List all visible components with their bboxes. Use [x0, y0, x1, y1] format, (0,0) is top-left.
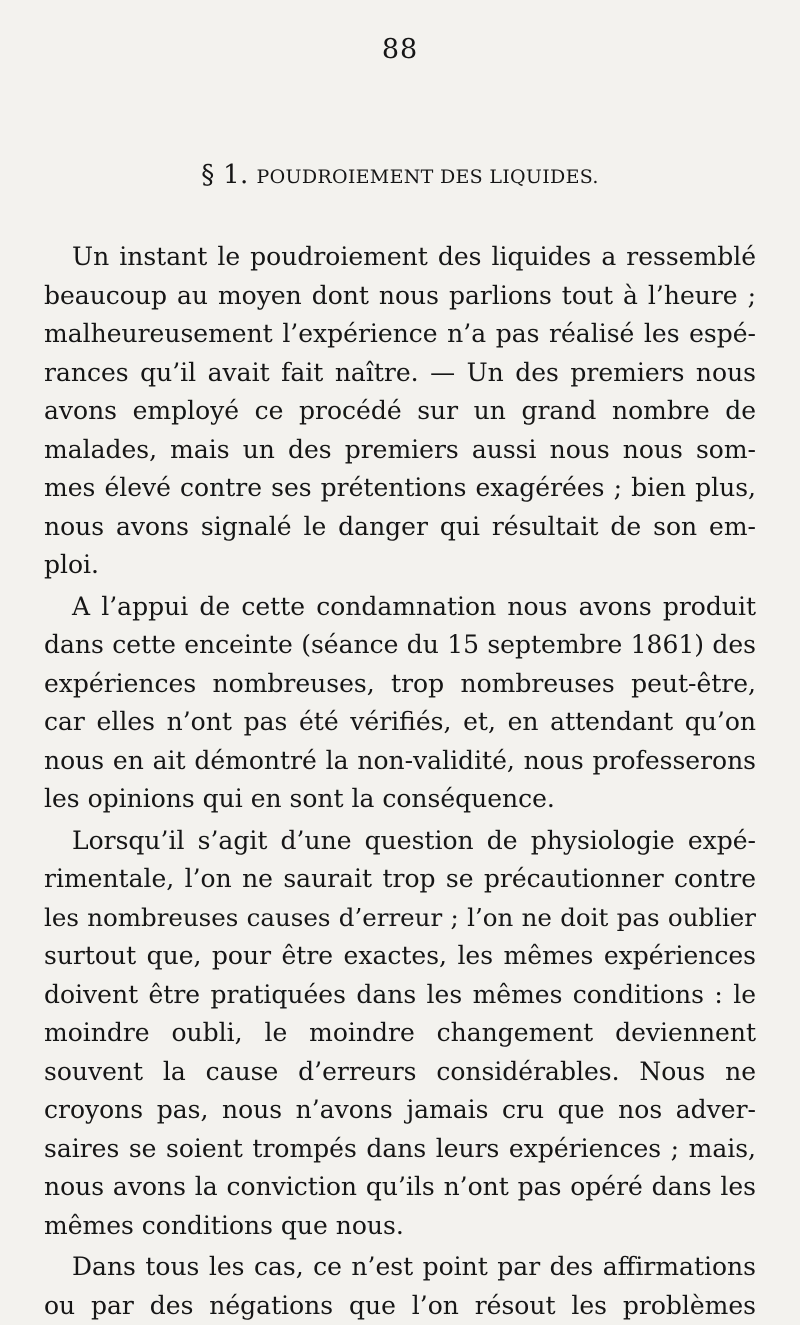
- text-line: mes élevé contre ses prétentions exagérées ; bien plus,: [44, 469, 756, 508]
- text-line: rimentale, l’on ne saurait trop se précautionner contre: [44, 860, 756, 899]
- paragraph: [44, 238, 756, 585]
- text-line: saires se soient trompés dans leurs expériences ; mais,: [44, 1130, 756, 1169]
- text-line: doivent être pratiquées dans les mêmes conditions : le: [44, 976, 756, 1015]
- text-line: nous avons signalé le danger qui résultait de son em-: [44, 508, 756, 547]
- text-line: expériences nombreuses, trop nombreuses peut-être,: [44, 665, 756, 704]
- text-line: malades, mais un des premiers aussi nous nous som-: [44, 431, 756, 470]
- text-line: les opinions qui en sont la conséquence.: [44, 780, 756, 819]
- text-line: beaucoup au moyen dont nous parlions tout à l’heure ;: [44, 277, 756, 316]
- text-line: ploi.: [44, 546, 756, 585]
- paragraph: [44, 1248, 756, 1325]
- text-line: malheureusement l’expérience n’a pas réalisé les espé-: [44, 315, 756, 354]
- text-line: avons employé ce procédé sur un grand nombre de: [44, 392, 756, 431]
- text-line: nous en ait démontré la non-validité, nous professerons: [44, 742, 756, 781]
- text-line: ou par des négations que l’on résout les problèmes: [44, 1287, 756, 1325]
- text-line: souvent la cause d’erreurs considérables. Nous ne: [44, 1053, 756, 1092]
- text-line: mêmes conditions que nous.: [44, 1207, 756, 1246]
- text-line: nous avons la conviction qu’ils n’ont pas opéré dans les: [44, 1168, 756, 1207]
- section-title: POUDROIEMENT DES LIQUIDES.: [257, 166, 599, 188]
- body-text: [44, 238, 756, 1325]
- text-line: Un instant le poudroiement des liquides a ressemblé: [44, 238, 756, 277]
- text-line: A l’appui de cette condamnation nous avons produit: [44, 588, 756, 627]
- paragraph: [44, 822, 756, 1246]
- text-line: dans cette enceinte (séance du 15 septembre 1861) des: [44, 626, 756, 665]
- text-line: moindre oubli, le moindre changement deviennent: [44, 1014, 756, 1053]
- page-number: 88: [0, 34, 800, 65]
- section-heading: [0, 160, 800, 190]
- text-line: les nombreuses causes d’erreur ; l’on ne doit pas oublier: [44, 899, 756, 938]
- text-line: Dans tous les cas, ce n’est point par des affirmations: [44, 1248, 756, 1287]
- text-line: car elles n’ont pas été vérifiés, et, en attendant qu’on: [44, 703, 756, 742]
- text-line: rances qu’il avait fait naître. — Un des premiers nous: [44, 354, 756, 393]
- section-number: § 1.: [201, 160, 248, 190]
- text-line: Lorsqu’il s’agit d’une question de physiologie expé-: [44, 822, 756, 861]
- text-line: croyons pas, nous n’avons jamais cru que nos adver-: [44, 1091, 756, 1130]
- paragraph: [44, 588, 756, 819]
- text-line: surtout que, pour être exactes, les mêmes expériences: [44, 937, 756, 976]
